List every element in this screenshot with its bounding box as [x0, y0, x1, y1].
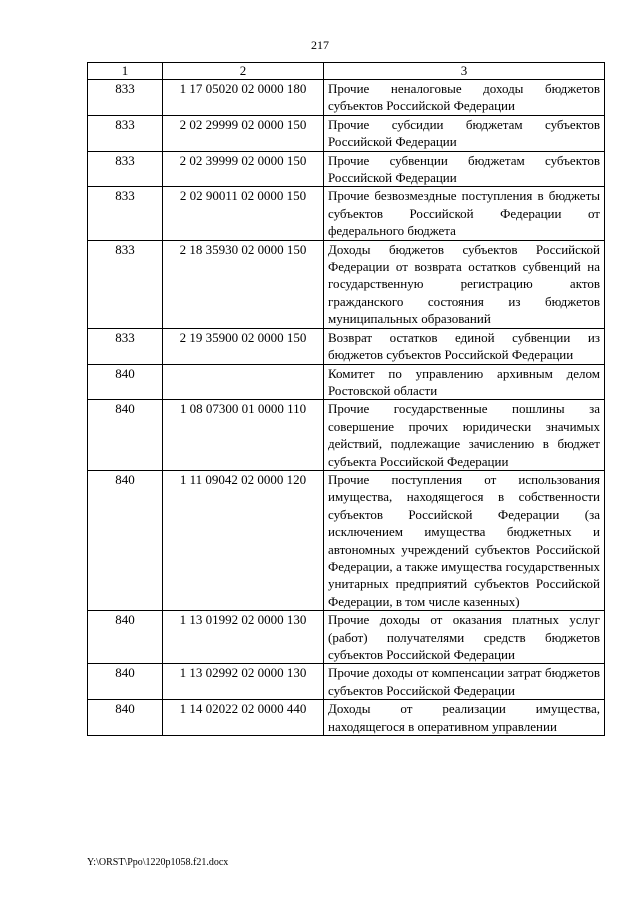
description-cell: Прочие доходы от компенсации затрат бюджетов субъектов Российской Федерации	[324, 664, 605, 700]
budget-code-cell: 1 14 02022 02 0000 440	[163, 700, 324, 736]
description-cell: Прочие доходы от оказания платных услуг (работ) получателями средств бюджетов субъектов Российской Федерации	[324, 611, 605, 664]
column-header-description: 3	[324, 63, 605, 80]
table-row	[88, 187, 605, 240]
table-row	[88, 151, 605, 187]
table-row	[88, 364, 605, 400]
table-row	[88, 115, 605, 151]
description-cell: Доходы от реализации имущества, находящегося в оперативном управлении	[324, 700, 605, 736]
footer-file-path: Y:\ORST\Ppo\1220p1058.f21.docx	[87, 857, 229, 868]
admin-code-cell: 840	[88, 611, 163, 664]
table-row	[88, 611, 605, 664]
admin-code-cell: 840	[88, 664, 163, 700]
description-cell: Доходы бюджетов субъектов Российской Федерации от возврата остатков субвенций на государственную регистрацию актов гражданского состояния из бюджетов муниципальных образований	[324, 240, 605, 328]
description-cell: Прочие поступления от использования имущества, находящегося в собственности субъектов Российской Федерации (за исключением имущества бюджетных и автономных учреждений субъектов Российской Федерации, а также имущества государственных унитарных предприятий субъектов Российской Федерации, в том числе казенных)	[324, 470, 605, 610]
budget-codes-table	[87, 62, 605, 736]
budget-code-cell	[163, 364, 324, 400]
table-header-row	[88, 63, 605, 80]
table-row	[88, 240, 605, 328]
budget-code-cell: 1 13 02992 02 0000 130	[163, 664, 324, 700]
admin-code-cell: 833	[88, 80, 163, 116]
admin-code-cell: 840	[88, 364, 163, 400]
admin-code-cell: 833	[88, 187, 163, 240]
budget-code-cell: 1 08 07300 01 0000 110	[163, 400, 324, 471]
description-cell: Возврат остатков единой субвенции из бюджетов субъектов Российской Федерации	[324, 328, 605, 364]
budget-code-cell: 2 02 29999 02 0000 150	[163, 115, 324, 151]
description-cell: Прочие субсидии бюджетам субъектов Российской Федерации	[324, 115, 605, 151]
table-row	[88, 80, 605, 116]
page-number: 217	[311, 38, 329, 52]
admin-code-cell: 840	[88, 400, 163, 471]
column-header-code: 2	[163, 63, 324, 80]
description-cell: Прочие безвозмездные поступления в бюджеты субъектов Российской Федерации от федерального бюджета	[324, 187, 605, 240]
budget-code-cell: 1 17 05020 02 0000 180	[163, 80, 324, 116]
description-cell: Комитет по управлению архивным делом Ростовской области	[324, 364, 605, 400]
table-row	[88, 470, 605, 610]
table-row	[88, 664, 605, 700]
budget-code-cell: 1 13 01992 02 0000 130	[163, 611, 324, 664]
admin-code-cell: 833	[88, 151, 163, 187]
budget-code-cell: 2 02 39999 02 0000 150	[163, 151, 324, 187]
column-header-admin: 1	[88, 63, 163, 80]
admin-code-cell: 833	[88, 240, 163, 328]
description-cell: Прочие субвенции бюджетам субъектов Российской Федерации	[324, 151, 605, 187]
description-cell: Прочие неналоговые доходы бюджетов субъектов Российской Федерации	[324, 80, 605, 116]
table-row	[88, 328, 605, 364]
budget-code-cell: 1 11 09042 02 0000 120	[163, 470, 324, 610]
admin-code-cell: 840	[88, 700, 163, 736]
budget-code-cell: 2 18 35930 02 0000 150	[163, 240, 324, 328]
budget-code-cell: 2 19 35900 02 0000 150	[163, 328, 324, 364]
table-row	[88, 700, 605, 736]
description-cell: Прочие государственные пошлины за совершение прочих юридически значимых действий, подлежащие зачислению в бюджет субъекта Российской Федерации	[324, 400, 605, 471]
admin-code-cell: 840	[88, 470, 163, 610]
admin-code-cell: 833	[88, 115, 163, 151]
table-row	[88, 400, 605, 471]
budget-code-cell: 2 02 90011 02 0000 150	[163, 187, 324, 240]
admin-code-cell: 833	[88, 328, 163, 364]
